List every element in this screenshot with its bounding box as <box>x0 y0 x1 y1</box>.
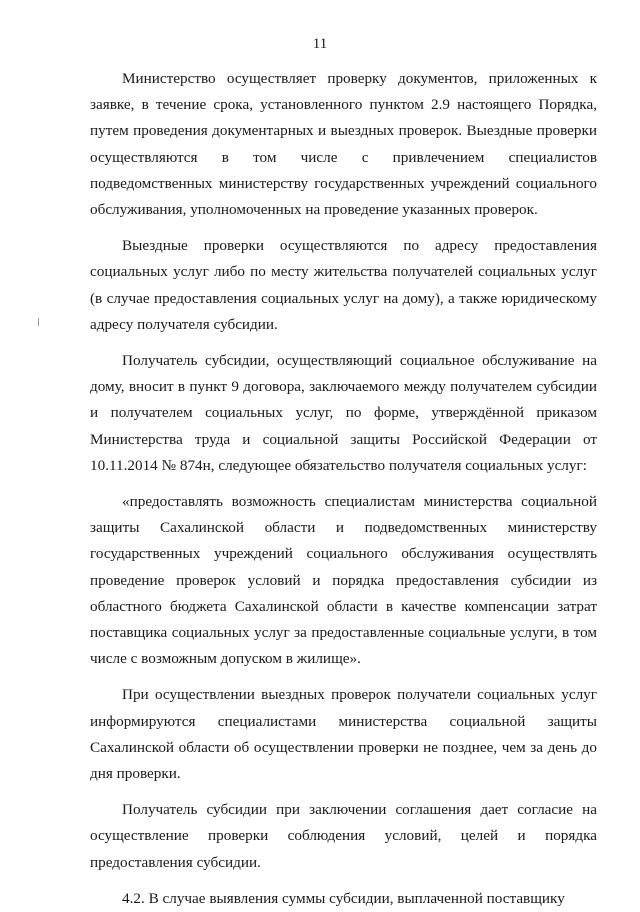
margin-mark <box>38 318 39 326</box>
page-number: 11 <box>312 36 328 52</box>
paragraph-recipient-notification: При осуществлении выездных проверок получатели социальных услуг информируются специалистами министерства социальной защиты Сахалинской области об осуществлении проверки не позднее, чем за день до дня проверки. <box>90 686 597 783</box>
paragraph-section-4-2: 4.2. В случае выявления суммы субсидии, выплаченной поставщику <box>122 889 565 907</box>
paragraph-quoted-obligation: «предоставлять возможность специалистам министерства социальной защиты Сахалинской области и подведомственных министерству государственных учреждений социального обслуживания осуществлять проведение проверок условий и порядка предоставления субсидии из областного бюджета Сахалинской области в качестве компенсации затрат поставщика социальных услуг за предоставленные социальные услуги, в том числе с возможным допуском в жилище». <box>90 493 597 668</box>
paragraph-contract-obligation: Получатель субсидии, осуществляющий социальное обслуживание на дому, вносит в пункт 9 договора, заключаемого между получателем субсидии и получателем социальных услуг, по форме, утверждённой приказом Министерства труда и социальной защиты Российской Федерации от 10.11.2014 № 874н, следующее обязательство получателя социальных услуг: <box>90 352 597 474</box>
paragraph-site-visits: Выездные проверки осуществляются по адресу предоставления социальных услуг либо по месту жительства получателей социальных услуг (в случае предоставления социальных услуг на дому), а также юридическому адресу получателя субсидии. <box>90 237 597 333</box>
paragraph-consent: Получатель субсидии при заключении соглашения дает согласие на осуществление проверки соблюдения условий, целей и порядка предоставления субсидии. <box>90 801 597 871</box>
paragraph-document-check: Министерство осуществляет проверку документов, приложенных к заявке, в течение срока, установленного пунктом 2.9 настоящего Порядка, путем проведения документарных и выездных проверок. Выездные проверки осуществляются в том числе с привлечением специалистов подведомственных министерству государственных учреждений социального обслуживания, уполномоченных на проведение указанных проверок. <box>90 70 597 219</box>
document-body <box>90 66 597 912</box>
